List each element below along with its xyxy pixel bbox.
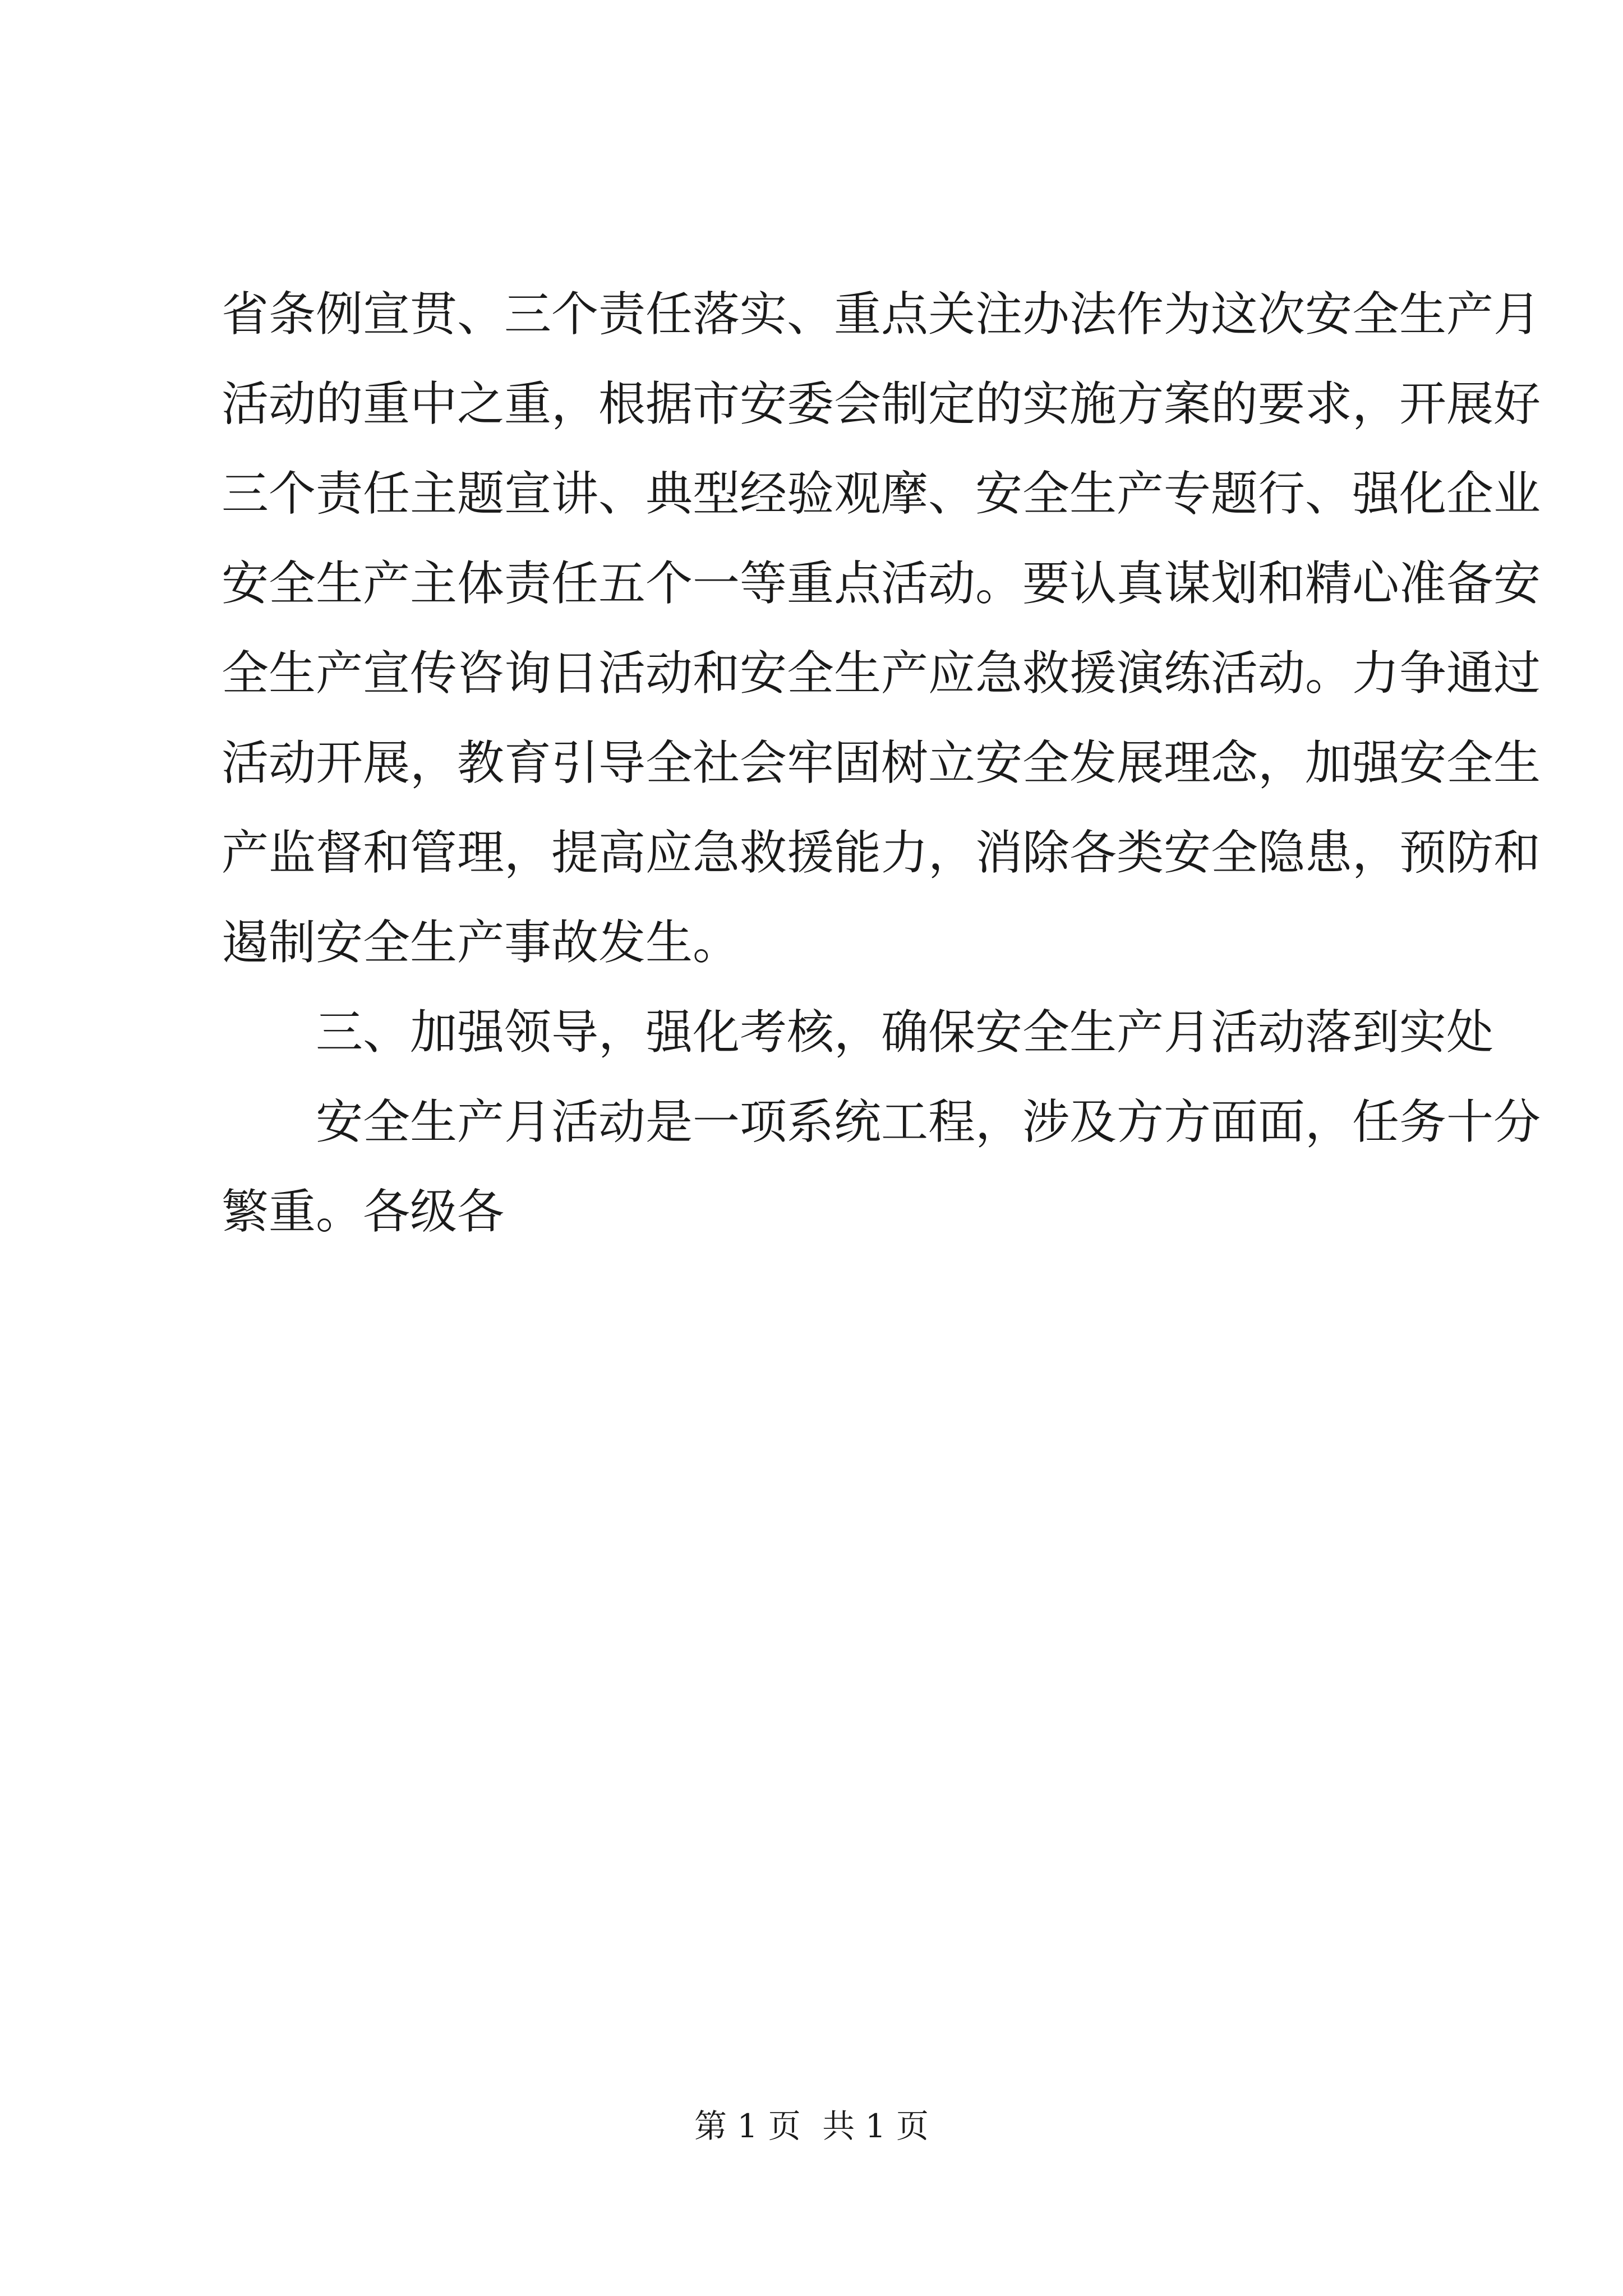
page-number: 第 1 页 [694,2107,801,2145]
paragraph-line: 全生产宣传咨询日活动和安全生产应急救援演练活动。力争通过 [222,646,1541,701]
paragraph-line: 安全生产主体责任五个一等重点活动。要认真谋划和精心准备安 [222,556,1541,611]
paragraph-line: 活动的重中之重，根据市安委会制定的实施方案的要求，开展好 [222,376,1541,431]
paragraph-line: 产监督和管理，提高应急救援能力，消除各类安全隐患，预防和 [222,825,1541,880]
paragraph-line: 三个责任主题宣讲、典型经验观摩、安全生产专题行、强化企业 [222,466,1541,521]
page-total: 共 1 页 [822,2107,929,2145]
paragraph-line: 活动开展，教育引导全社会牢固树立安全发展理念，加强安全生 [222,735,1541,790]
paragraph-line: 繁重。各级各 [222,1184,505,1239]
page-footer [0,2104,1623,2148]
paragraph-line: 安全生产月活动是一项系统工程，涉及方方面面，任务十分 [316,1094,1541,1149]
paragraph-line: 省条例宣贯、三个责任落实、重点关注办法作为这次安全生产月 [222,287,1541,342]
paragraph-line: 遏制安全生产事故发生。 [222,915,740,970]
section-heading: 三、加强领导，强化考核，确保安全生产月活动落到实处 [316,1005,1494,1060]
body-text [222,269,1541,1257]
